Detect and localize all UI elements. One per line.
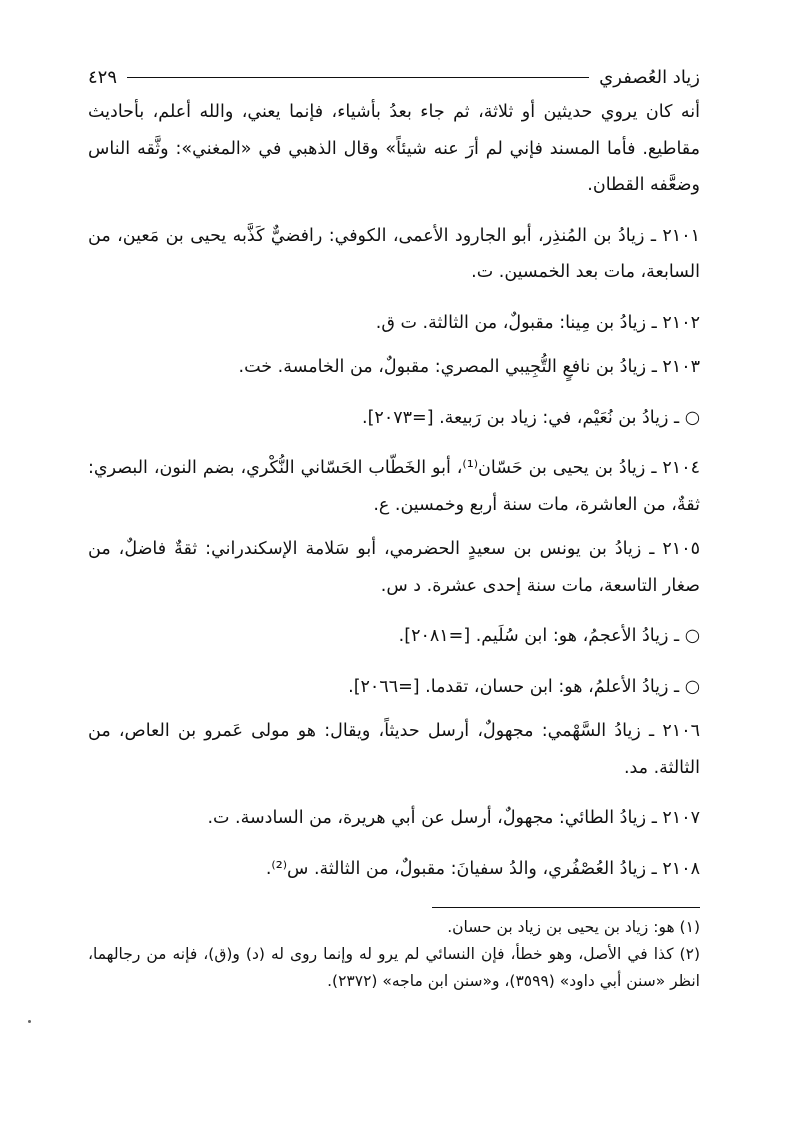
scan-speck [28,1020,31,1023]
page-number: ٤٢٩ [88,66,118,88]
running-header [88,60,700,94]
footnotes [88,914,700,995]
footnote-2: (٢) كذا في الأصل، وهو خطأ، فإن النسائي لم يرو له وإنما روى له (د) و(ق)، فإنه من رجالهما، انظر «سنن أبي داود» (٣٥٩٩)، و«سنن ابن ماجه» (٢٣٧٢). [88,945,700,990]
main-text [88,94,700,887]
entry-2107: ٢١٠٧ ـ زيادُ الطائي: مجهولٌ، أرسل عن أبي هريرة، من السادسة. ت. [207,808,700,828]
entry-cross-ref-zyad-bin-nuaym: ○ ـ زيادُ بن نُعَيْم، في: زياد بن رَبيعة. [=٢٠٧٣]. [362,407,700,428]
footnote-rule [432,907,700,908]
entry-2105: ٢١٠٥ ـ زيادُ بن يونس بن سعيدٍ الحضرمي، أبو سَلامة الإسكندراني: ثقةٌ فاضلٌ، من صغار التاسعة، مات سنة إحدى عشرة. د س. [88,539,700,596]
entry-2102: ٢١٠٢ ـ زيادُ بن مِينا: مقبولٌ، من الثالثة. ت ق. [375,312,700,333]
entry-2103: ٢١٠٣ ـ زيادُ بن نافعٍ التُّجِيبي المصري: مقبولٌ، من الخامسة. خت. [238,357,700,377]
header-title: زياد العُصفري [599,66,700,88]
entry-2108: ٢١٠٨ ـ زيادُ العُصْفُري، والدُ سفيانَ: مقبولٌ، من الثالثة. س⁽²⁾. [265,858,700,879]
paragraph-continuation: أنه كان يروي حديثين أو ثلاثة، ثم جاء بعدُ بأشياء، فإنما يعني، والله أعلم، بأحاديث مقاطيع. فأما المسند فإني لم أرَ عنه شيئاً» وقال الذهبي في «المغني»: وثَّقه الناس وضعَّفه القطان. [88,102,700,195]
page-body [88,60,700,995]
header-rule [127,77,589,78]
entry-cross-ref-zyad-alalam: ○ ـ زيادُ الأعلمُ، هو: ابن حسان، تقدما. [=٢٠٦٦]. [348,676,700,697]
entry-2106: ٢١٠٦ ـ زيادُ السَّهْمي: مجهولٌ، أرسل حديثاً، ويقال: هو مولى عَمرو بن العاص، من الثالثة. مد. [88,721,700,778]
entry-cross-ref-zyad-alajam: ○ ـ زيادُ الأعجمُ، هو: ابن سُلَيم. [=٢٠٨١]. [398,626,700,646]
entry-2101: ٢١٠١ ـ زيادُ بن المُنذِر، أبو الجارود الأعمى، الكوفي: رافضيٌّ كَذَّبه يحيى بن مَعين، من السابعة، مات بعد الخمسين. ت. [88,225,700,282]
entry-2104: ٢١٠٤ ـ زيادُ بن يحيى بن حَسّان⁽¹⁾، أبو الخَطّاب الحَسّاني النُّكْري، بضم النون، البصري: ثقةٌ، من العاشرة، مات سنة أربع وخمسين. ع. [88,458,701,515]
footnote-1: (١) هو: زياد بن يحيى بن زياد بن حسان. [447,918,700,936]
